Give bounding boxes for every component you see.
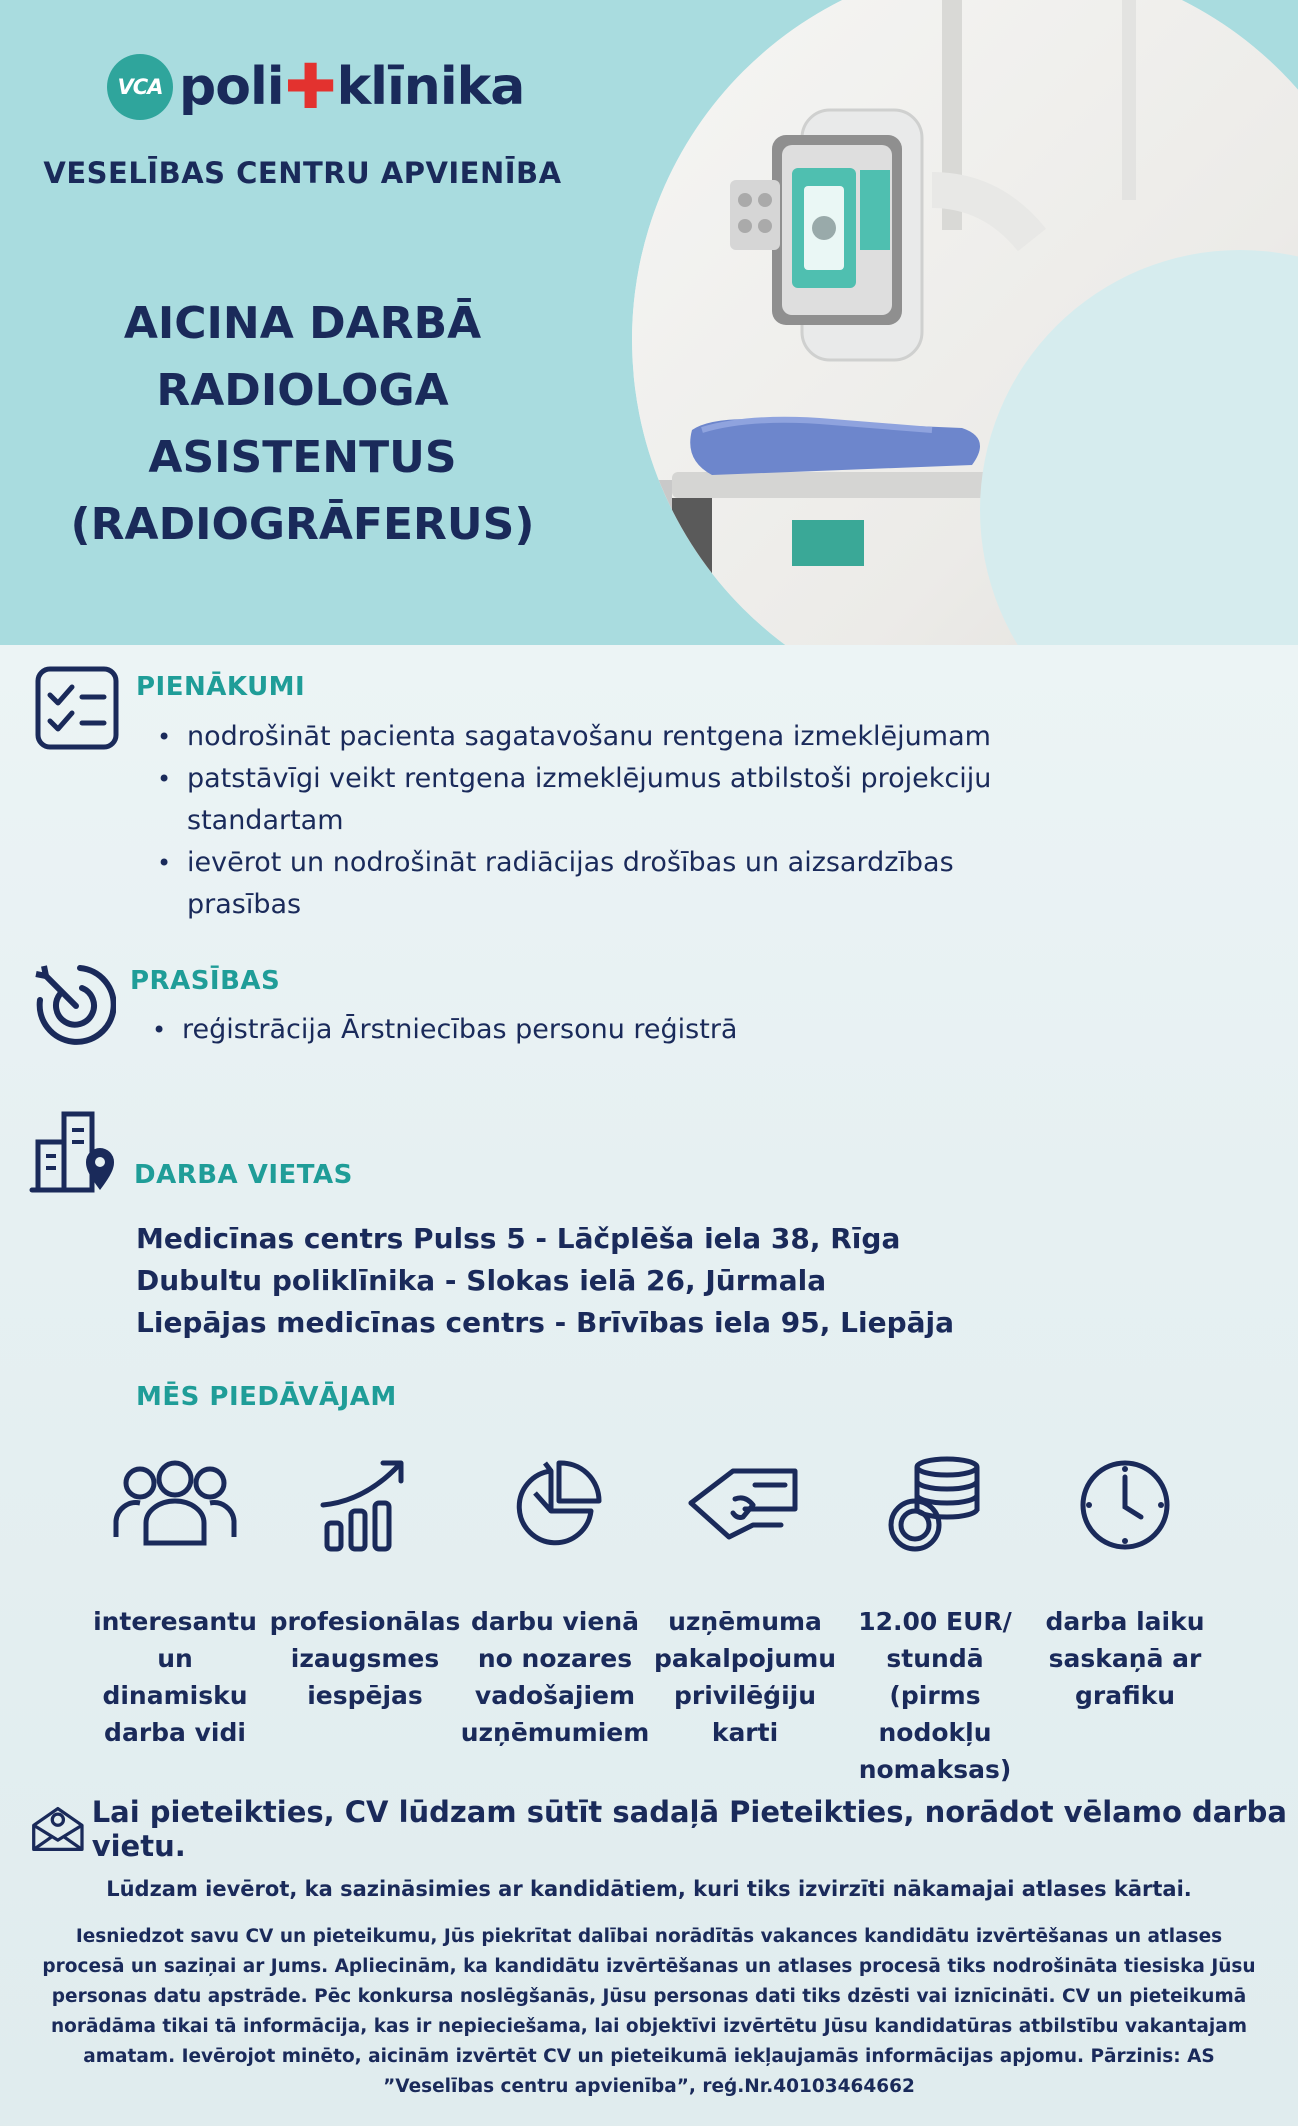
apply-text: Lai pieteikties, CV lūdzam sūtīt sadaļā Pieteikties, norādot vēlamo darba vietu. <box>91 1795 1287 1863</box>
offer-item <box>80 1455 270 1788</box>
plus-icon: ✚ <box>284 50 336 123</box>
logo-badge: VCA <box>107 54 173 120</box>
offer-item <box>270 1455 460 1788</box>
envelope-icon <box>30 1803 86 1855</box>
requirements-list <box>150 1009 1070 1051</box>
offer-list <box>80 1455 1220 1788</box>
logo-word-right: klīnika <box>336 57 525 117</box>
building-location-icon <box>28 1108 124 1194</box>
logo-word-left: poli <box>179 57 284 117</box>
apply-instructions <box>30 1795 1298 1863</box>
offer-item <box>840 1455 1030 1788</box>
offer-label: darba laiku saskaņā ar grafiku <box>1045 1607 1205 1710</box>
growth-chart-icon <box>315 1455 415 1555</box>
target-icon <box>30 960 116 1046</box>
offer-item <box>650 1455 840 1788</box>
offer-item <box>460 1455 650 1788</box>
clock-icon <box>1075 1455 1175 1555</box>
list-item: Medicīnas centrs Pulss 5 - Lāčplēša iela 38, Rīga <box>136 1222 901 1255</box>
logo-wordmark <box>179 50 525 123</box>
hero-banner <box>0 0 1298 645</box>
duties-list <box>155 716 1075 926</box>
selection-note: Lūdzam ievērot, ka sazināsimies ar kandidātiem, kuri tiks izvirzīti nākamajai atlases kārtai. <box>106 1877 1192 1901</box>
privacy-disclaimer: Iesniedzot savu CV un pieteikumu, Jūs piekrītat dalībai norādītās vakances kandidātu izvērtēšanas un atlases procesā un saziņai ar Jums. Apliecinām, ka kandidātu izvērtēšanas un atlases procesā tiks nodrošināta tiesiska Jūsu personas datu apstrāde. Pēc konkursa noslēgšanās, Jūsu personas dati tiks dzēsti vai iznīcināti. CV un pieteikumā norādāma tikai tā informācija, kas ir nepieciešama, lai objektīvi izvērtētu Jūsu kandidatūras atbilstību vakantajam amatam. Ievērojot minēto, aicinām izvērtēt CV un pieteikumā iekļaujamās informācijas apjomu. Pārzinis: AS ”Veselības centru apvienība”, reģ.Nr.40103464662 <box>42 1926 1256 2097</box>
title-line-2: RADIOLOGA ASISTENTUS <box>148 365 457 483</box>
list-item: • ievērot un nodrošināt radiācijas drošības un aizsardzības prasības <box>155 842 1075 926</box>
page-title <box>0 290 605 558</box>
offer-label: profesionālas izaugsmes iespējas <box>269 1607 461 1710</box>
offer-label: 12.00 EUR/ stundā (pirms nodokļu nomaksas) <box>858 1607 1012 1784</box>
coins-icon <box>885 1455 985 1555</box>
checklist-icon <box>34 665 120 751</box>
hand-card-icon <box>685 1455 805 1555</box>
offer-label: interesantu un dinamisku darba vidi <box>93 1607 257 1747</box>
workplaces-list <box>136 1218 954 1344</box>
brand-logo <box>107 52 524 122</box>
workplaces-title: DARBA VIETAS <box>134 1160 353 1190</box>
team-icon <box>110 1455 240 1555</box>
offer-label: darbu vienā no nozares vadošajiem uzņēmumiem <box>460 1607 650 1747</box>
pie-chart-icon <box>505 1455 605 1555</box>
offer-label: uzņēmuma pakalpojumu privilēģiju karti <box>653 1607 837 1747</box>
list-item: • nodrošināt pacienta sagatavošanu rentgena izmeklējumam <box>155 716 1075 758</box>
duties-title: PIENĀKUMI <box>136 672 306 702</box>
list-item: Liepājas medicīnas centrs - Brīvības iela 95, Liepāja <box>136 1306 955 1339</box>
organization-name: VESELĪBAS CENTRU APVIENĪBA <box>43 156 562 190</box>
list-item: Dubultu poliklīnika - Slokas ielā 26, Jūrmala <box>136 1264 827 1297</box>
offer-item <box>1030 1455 1220 1788</box>
offer-title: MĒS PIEDĀVĀJAM <box>136 1382 397 1412</box>
title-line-3: (RADIOGRĀFERUS) <box>70 499 535 550</box>
requirements-title: PRASĪBAS <box>130 966 281 996</box>
title-line-1: AICINA DARBĀ <box>123 298 482 349</box>
list-item: • reģistrācija Ārstniecības personu reģistrā <box>150 1009 1070 1051</box>
list-item: • patstāvīgi veikt rentgena izmeklējumus atbilstoši projekciju standartam <box>155 758 1075 842</box>
